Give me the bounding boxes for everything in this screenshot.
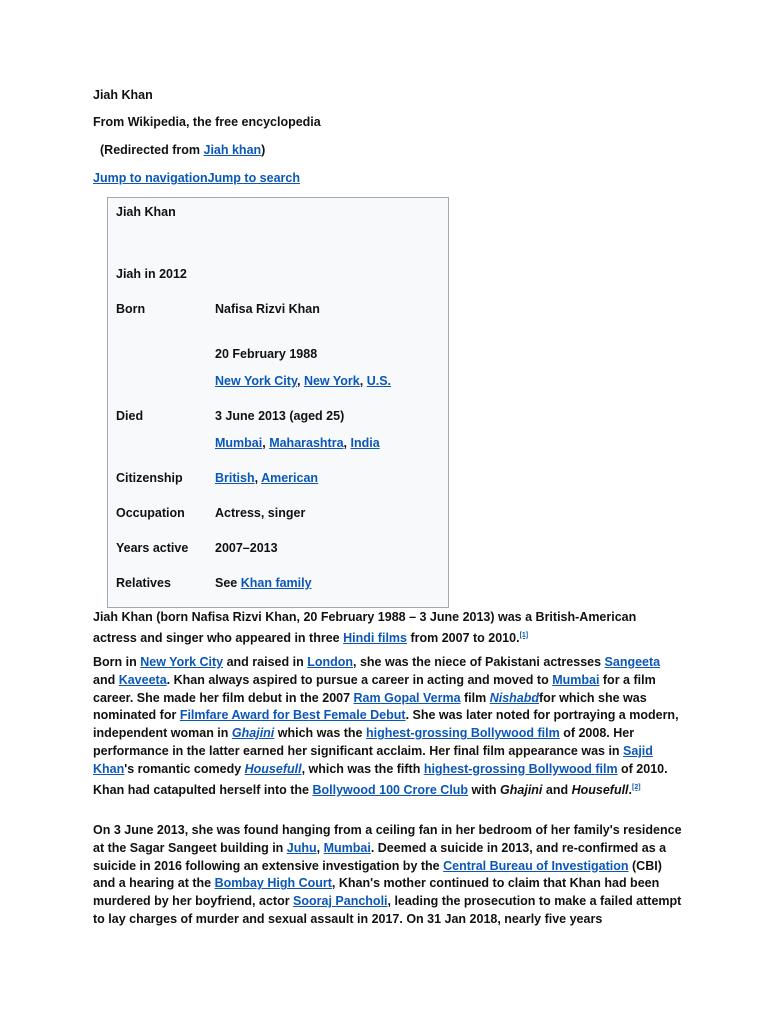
page-title: Jiah Khan — [93, 88, 153, 102]
link-sangeeta[interactable]: Sangeeta — [604, 655, 661, 669]
link-housefull[interactable]: Housefull — [244, 761, 302, 776]
link-bombay-high-court[interactable]: Bombay High Court — [214, 876, 332, 891]
born-place: New York City, New York, U.S. — [215, 374, 392, 388]
died-label: Died — [116, 409, 144, 423]
text-span: 's romantic comedy — [124, 761, 245, 776]
text-span: for which she was nominated for — [93, 690, 647, 723]
text-span: film — [460, 690, 490, 705]
link-hindi-films[interactable]: Hindi films — [343, 630, 407, 645]
text-span: , — [316, 840, 324, 855]
redirect-prefix: (Redirected from — [100, 143, 204, 157]
text-span: . Deemed a suicide in 2013, and re-confirmed as a suicide in 2016 following an extensive investigation by the — [93, 840, 667, 873]
link-bollywood-100-crore-club[interactable]: Bollywood 100 Crore Club — [312, 782, 469, 797]
text-span: Born in — [93, 655, 141, 669]
link-mumbai[interactable]: Mumbai — [552, 672, 600, 687]
link-ghajini[interactable]: Ghajini — [231, 726, 275, 741]
text-span: . — [628, 782, 633, 797]
redirect-note — [100, 143, 265, 157]
link-sajid-khan[interactable]: Sajid Khan — [93, 743, 653, 776]
text-span: from 2007 to 2010. — [407, 630, 520, 645]
ref-2[interactable]: [2] — [632, 783, 641, 791]
paragraph-death — [93, 822, 683, 929]
infobox-caption: Jiah in 2012 — [116, 267, 187, 281]
relatives-label: Relatives — [116, 576, 171, 590]
years-active-value: 2007–2013 — [215, 541, 278, 555]
link-nishabd[interactable]: Nishabd — [489, 690, 540, 705]
redirect-suffix: ) — [261, 143, 266, 157]
italic-housefull: Housefull — [571, 782, 629, 797]
died-place-link-city[interactable]: Mumbai — [215, 436, 263, 450]
born-place-link-country[interactable]: U.S. — [366, 374, 392, 388]
link-filmfare-award[interactable]: Filmfare Award for Best Female Debut — [179, 708, 406, 723]
text-span: of 2010. Khan had catapulted herself into the — [93, 761, 668, 797]
text-span: , Khan's mother continued to claim that Khan had been murdered by her boyfriend, actor — [93, 876, 660, 909]
born-place-link-city[interactable]: New York City — [215, 374, 297, 388]
link-highest-grossing-2010[interactable]: highest-grossing Bollywood film — [423, 761, 618, 776]
link-kaveeta[interactable]: Kaveeta — [118, 672, 167, 687]
born-name: Nafisa Rizvi Khan — [215, 302, 320, 316]
died-place-link-country[interactable]: India — [350, 436, 380, 450]
text-span: for a film career. She made her film debut in the 2007 — [93, 672, 656, 705]
text-span: . Khan always aspired to pursue a career in acting and moved to — [166, 672, 553, 687]
paragraph-intro — [93, 609, 683, 648]
text-span: . She was later noted for portraying a modern, independent woman in — [93, 708, 679, 741]
paragraph-career — [93, 654, 683, 800]
relatives-value — [215, 576, 312, 590]
occupation-label: Occupation — [116, 506, 185, 520]
link-sooraj-pancholi[interactable]: Sooraj Pancholi — [293, 894, 388, 909]
relatives-link-khan-family[interactable]: Khan family — [240, 576, 312, 590]
infobox-title: Jiah Khan — [116, 205, 176, 219]
text-span: On 3 June 2013, she was found hanging from a ceiling fan in her bedroom of her family's residence at the Sagar Sangeet building in — [93, 823, 682, 855]
redirect-link[interactable]: Jiah khan — [203, 143, 262, 157]
citizenship-label: Citizenship — [116, 471, 183, 485]
born-place-link-state[interactable]: New York — [303, 374, 360, 388]
infobox — [107, 197, 449, 608]
italic-ghajini: Ghajini — [500, 782, 543, 797]
jump-to-search-link[interactable]: Jump to search — [207, 171, 300, 185]
citizenship-link-american[interactable]: American — [261, 471, 319, 485]
text-span: of 2008. Her performance in the latter earned her significant acclaim. Her final film appearance was in — [93, 726, 635, 758]
page-subtitle: From Wikipedia, the free encyclopedia — [93, 115, 321, 129]
text-span: with — [468, 782, 501, 797]
text-span: Jiah Khan (born Nafisa Rizvi Khan, 20 February 1988 – 3 June 2013) was a British-American actress and singer who appeared in three — [93, 610, 637, 645]
text-span: (CBI) and a hearing at the — [93, 858, 662, 891]
text-span: and — [93, 672, 119, 687]
years-active-label: Years active — [116, 541, 189, 555]
citizenship-link-british[interactable]: British — [215, 471, 255, 485]
citizenship-value: British, American — [215, 471, 319, 485]
relatives-prefix: See — [215, 576, 241, 590]
died-date: 3 June 2013 (aged 25) — [215, 409, 345, 423]
died-place: Mumbai, Maharashtra, India — [215, 436, 380, 450]
link-london[interactable]: London — [307, 655, 354, 669]
link-new-york-city[interactable]: New York City — [140, 655, 224, 669]
link-juhu[interactable]: Juhu — [286, 840, 317, 855]
text-span: and raised in — [223, 655, 308, 669]
text-span: which was the — [274, 726, 366, 741]
born-label: Born — [116, 302, 146, 316]
jump-to-navigation-link[interactable]: Jump to navigation — [93, 171, 208, 185]
text-span: , she was the niece of Pakistani actresses — [353, 655, 605, 669]
link-ram-gopal-verma[interactable]: Ram Gopal Verma — [353, 690, 461, 705]
ref-1[interactable]: [1] — [519, 631, 529, 639]
occupation-value: Actress, singer — [215, 506, 306, 520]
died-place-link-state[interactable]: Maharashtra — [269, 436, 344, 450]
text-span: , leading the prosecution to make a failed attempt to lay charges of murder and sexual assault in 2017. On 31 Jan 2018, nearly five years — [93, 894, 682, 926]
jump-links — [93, 171, 300, 185]
link-mumbai-2[interactable]: Mumbai — [323, 840, 371, 855]
link-cbi[interactable]: Central Bureau of Investigation — [443, 858, 629, 873]
text-span: , which was the fifth — [301, 761, 424, 776]
text-span: and — [542, 782, 572, 797]
born-date: 20 February 1988 — [215, 347, 318, 361]
link-highest-grossing-2008[interactable]: highest-grossing Bollywood film — [365, 726, 560, 741]
